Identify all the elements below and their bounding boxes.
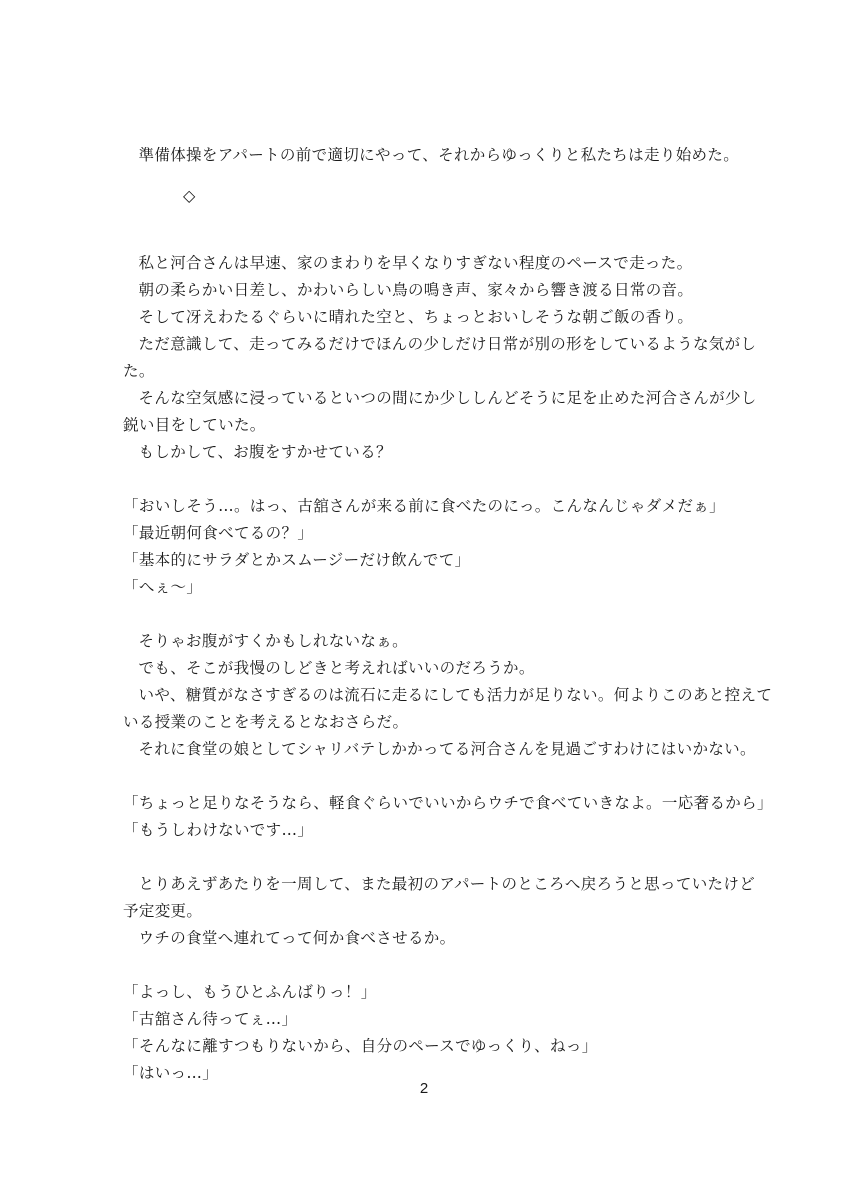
blank-line — [123, 601, 729, 628]
dialogue-line: 「おいしそう…。はっ、古舘さんが来る前に食べたのにっ。こんなんじゃダメだぁ」 — [123, 497, 725, 515]
paragraph-line: 準備体操をアパートの前で適切にやって、それからゆっくりと私たちは走り始めた。 — [138, 146, 740, 164]
dialogue-line: 「へぇ〜」 — [123, 578, 203, 596]
paragraph-line: ただ意識して、走ってみるだけでほんの少しだけ日常が別の形をしているような気がし — [138, 335, 757, 353]
blank-line — [123, 844, 729, 871]
paragraph-line: いや、糖質がなさすぎるのは流石に走るにしても活力が足りない。何よりこのあと控えて — [138, 686, 773, 704]
dialogue-line: 「はいっ…」 — [123, 1064, 219, 1082]
paragraph-line: そんな空気感に浸っているといつの間にか少ししんどそうに足を止めた河合さんが少し — [138, 389, 757, 407]
paragraph-line: 朝の柔らかい日差し、かわいらしい鳥の鳴き声、家々から響き渡る日常の音。 — [138, 281, 694, 299]
paragraph-line: とりあえずあたりを一周して、また最初のアパートのところへ戻ろうと思っていたけど — [138, 875, 756, 893]
dialogue-line: 「古舘さん待ってぇ…」 — [123, 1010, 298, 1028]
blank-line — [123, 223, 729, 250]
continuation-line: た。 — [123, 362, 155, 380]
blank-line — [123, 466, 729, 493]
paragraph-line: でも、そこが我慢のしどきと考えればいいのだろうか。 — [138, 659, 535, 677]
paragraph-line: そして冴えわたるぐらいに晴れた空と、ちょっとおいしそうな朝ご飯の香り。 — [138, 308, 694, 326]
continuation-line: 予定変更。 — [123, 902, 203, 920]
paragraph-line: もしかして、お腹をすかせている？ — [138, 443, 392, 461]
continuation-line: 鋭い目をしていた。 — [123, 416, 266, 434]
paragraph-line: 私と河合さんは早速、家のまわりを早くなりすぎない程度のペースで走った。 — [138, 254, 693, 272]
body-text — [123, 142, 773, 1087]
scene-break-diamond: ◇ — [183, 186, 196, 205]
continuation-line: いる授業のことを考えるとなおさらだ。 — [123, 713, 409, 731]
blank-line — [123, 952, 729, 979]
dialogue-line: 「基本的にサラダとかスムージーだけ飲んでて」 — [123, 551, 471, 569]
dialogue-line: 「そんなに離すつもりないから、自分のペースでゆっくり、ねっ」 — [123, 1037, 598, 1055]
page-number: 2 — [419, 1080, 429, 1097]
dialogue-line: 「ちょっと足りなそうなら、軽食ぐらいでいいからウチで食べていきなよ。一応奢るから」 — [123, 794, 773, 812]
dialogue-line: 「よっし、もうひとふんばりっ！」 — [123, 983, 377, 1001]
blank-line — [123, 763, 729, 790]
paragraph-line: それに食堂の娘としてシャリバテしかかってる河合さんを見過ごすわけにはいかない。 — [138, 740, 756, 758]
dialogue-line: 「もうしわけないです…」 — [123, 821, 314, 839]
paragraph-line: そりゃお腹がすくかもしれないなぁ。 — [138, 632, 408, 650]
paragraph-line: ウチの食堂へ連れてって何か食べさせるか。 — [138, 929, 456, 947]
dialogue-line: 「最近朝何食べてるの？」 — [123, 524, 314, 542]
